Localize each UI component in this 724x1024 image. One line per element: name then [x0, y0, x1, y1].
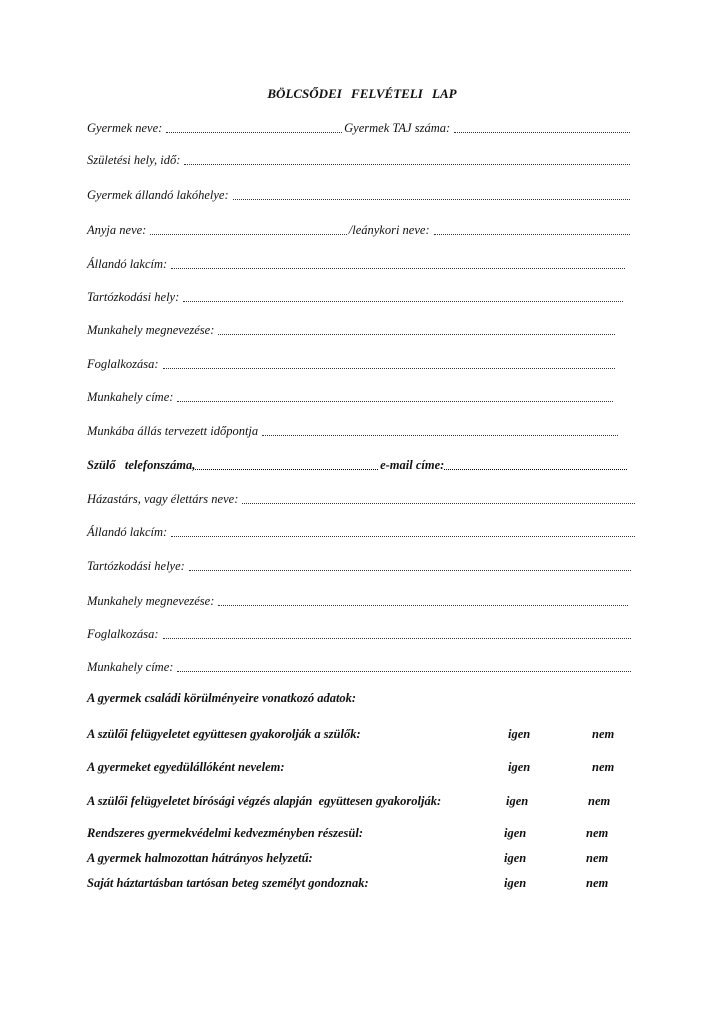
child-name-field[interactable]: [166, 132, 342, 133]
maiden-name-label: /leánykori neve:: [348, 223, 430, 237]
child-residence-field[interactable]: [233, 199, 630, 200]
phone-field[interactable]: [195, 469, 378, 470]
contact-row: [87, 457, 629, 473]
partner-address-field[interactable]: [171, 536, 635, 537]
question-text: Saját háztartásban tartósan beteg személyt gondoznak:: [87, 876, 369, 890]
mother-occupation-field[interactable]: [163, 368, 615, 369]
mother-name-label: Anyja neve:: [87, 223, 147, 237]
mother-address-row: [87, 256, 627, 272]
mother-stay-field[interactable]: [183, 301, 623, 302]
mother-workplace-label: Munkahely megnevezése:: [87, 323, 215, 337]
question-text: A szülői felügyeletet együttesen gyakorolják a szülők:: [87, 727, 361, 741]
mother-work-address-label: Munkahely címe:: [87, 390, 174, 404]
partner-stay-label: Tartózkodási helye:: [87, 559, 185, 573]
mother-workplace-field[interactable]: [218, 334, 615, 335]
birth-field[interactable]: [184, 164, 630, 165]
partner-work-address-label: Munkahely címe:: [87, 660, 174, 674]
partner-name-field[interactable]: [242, 503, 635, 504]
no-option[interactable]: nem: [592, 760, 615, 774]
child-residence-row: [87, 187, 632, 203]
child-name-label: Gyermek neve:: [87, 121, 163, 135]
partner-stay-row: [87, 558, 633, 574]
mother-work-address-field[interactable]: [177, 401, 613, 402]
child-name-row: [87, 120, 632, 136]
mother-occupation-row: [87, 356, 617, 372]
maiden-name-field[interactable]: [434, 234, 630, 235]
child-residence-label: Gyermek állandó lakóhelye:: [87, 188, 229, 202]
yes-option[interactable]: igen: [504, 876, 527, 890]
yes-option[interactable]: igen: [504, 851, 527, 865]
partner-occupation-row: [87, 626, 633, 642]
partner-occupation-field[interactable]: [163, 638, 631, 639]
partner-workplace-row: [87, 593, 630, 609]
yes-option[interactable]: igen: [508, 760, 531, 774]
no-option[interactable]: nem: [592, 727, 615, 741]
partner-workplace-label: Munkahely megnevezése:: [87, 594, 215, 608]
mother-name-row: [87, 222, 632, 238]
mother-address-field[interactable]: [171, 268, 625, 269]
partner-stay-field[interactable]: [189, 570, 631, 571]
mother-occupation-label: Foglalkozása:: [87, 357, 159, 371]
family-section-heading: A gyermek családi körülményeire vonatkozó adatok:: [87, 691, 357, 705]
child-taj-field[interactable]: [454, 132, 630, 133]
partner-work-address-row: [87, 659, 633, 675]
no-option[interactable]: nem: [586, 826, 609, 840]
yes-option[interactable]: igen: [504, 826, 527, 840]
partner-name-row: [87, 491, 637, 507]
birth-row: [87, 152, 632, 168]
email-label: e-mail címe:: [380, 458, 445, 472]
no-option[interactable]: nem: [586, 851, 609, 865]
yes-option[interactable]: igen: [506, 794, 529, 808]
return-date-label: Munkába állás tervezett időpontja: [87, 424, 259, 438]
partner-workplace-field[interactable]: [218, 605, 628, 606]
mother-stay-label: Tartózkodási hely:: [87, 290, 180, 304]
mother-name-field[interactable]: [150, 234, 346, 235]
email-field[interactable]: [444, 469, 627, 470]
question-text: A gyermek halmozottan hátrányos helyzetű:: [87, 851, 313, 865]
question-text: A szülői felügyeletet bírósági végzés alapján együttesen gyakorolják:: [87, 794, 442, 808]
mother-work-address-row: [87, 389, 615, 405]
return-date-field[interactable]: [262, 435, 618, 436]
return-date-row: [87, 423, 620, 439]
partner-name-label: Házastárs, vagy élettárs neve:: [87, 492, 239, 506]
mother-address-label: Állandó lakcím:: [87, 257, 168, 271]
yes-option[interactable]: igen: [508, 727, 531, 741]
phone-label: Szülő telefonszáma,: [87, 458, 196, 472]
question-text: A gyermeket egyedülállóként nevelem:: [87, 760, 285, 774]
partner-address-label: Állandó lakcím:: [87, 525, 168, 539]
mother-stay-row: [87, 289, 625, 305]
question-text: Rendszeres gyermekvédelmi kedvezményben részesül:: [87, 826, 363, 840]
child-taj-label: Gyermek TAJ száma:: [344, 121, 451, 135]
partner-occupation-label: Foglalkozása:: [87, 627, 159, 641]
partner-work-address-field[interactable]: [177, 671, 631, 672]
no-option[interactable]: nem: [588, 794, 611, 808]
no-option[interactable]: nem: [586, 876, 609, 890]
birth-label: Születési hely, idő:: [87, 153, 181, 167]
mother-workplace-row: [87, 322, 617, 338]
page-title: BÖLCSŐDEI FELVÉTELI LAP: [267, 86, 457, 101]
partner-address-row: [87, 524, 637, 540]
